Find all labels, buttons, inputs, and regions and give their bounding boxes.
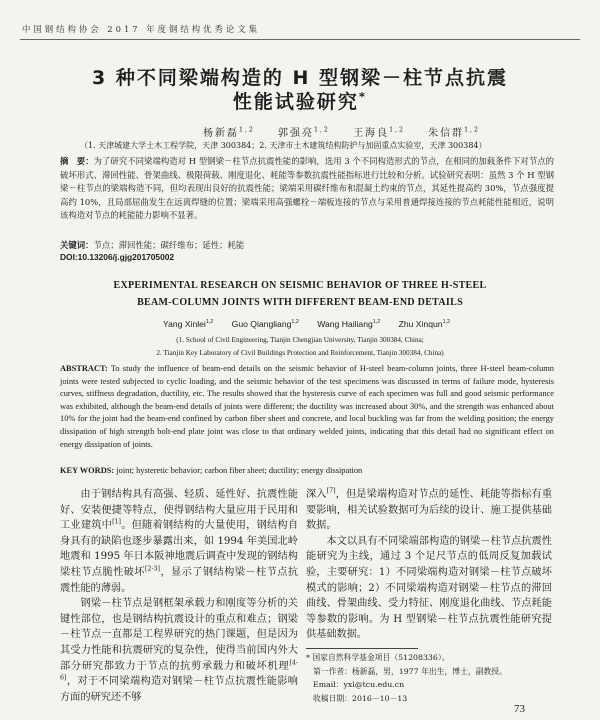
author-name: Guo Qiangliang bbox=[231, 319, 292, 329]
title-line-1: 3 种不同梁端构造的 H 型钢梁－柱节点抗震 bbox=[92, 67, 508, 89]
author-name: 朱信群 bbox=[428, 128, 465, 139]
affiliation-en-line: 2. Tianjin Key Laboratory of Civil Buildings Protection and Reinforcement, Tianjin 300384, China) bbox=[156, 348, 444, 357]
author bbox=[232, 319, 299, 329]
author bbox=[353, 128, 405, 139]
body-paragraph: 深入[7]，但是梁端构造对节点的延性、耗能等指标有重要影响，相关试验数据可为后续的设计、施工提供基础数据。 bbox=[306, 487, 552, 532]
author-affiliation-mark: 1,2 bbox=[389, 126, 405, 134]
affiliation-en bbox=[0, 334, 600, 359]
author-name: Wang Hailiang bbox=[317, 319, 373, 329]
abstract-en-text: To study the influence of beam-end details on the seismic behavior of H-steel beam-column joints, three H-steel beam-column joints were tested subjected to cyclic loading, and the seismic behavior of the test specimens was discussed in terms of failure mode, hysteresis curves, stiffness degradation, ductility, etc. The results showed that the hysteresis curve of each specimen was full and good seismic performance was exhibited, although the beam-end details of joints were different; the ductility was increased about 30%, and the strength was enhanced about 10% for the joint had the beam-end confined by carbon fiber sheet and concrete, and local buckling was far from the welding position; the energy dissipation of high strength bolt-end plate joint was close to that ordinary welded joints, indicating that this detail had no significant effect on energy dissipation of joints. bbox=[60, 364, 554, 449]
body-paragraph: 本文以具有不同梁端部构造的钢梁－柱节点抗震性能研究为主线，通过 3 个足尺节点的低周反复加载试验，主要研究：1）不同梁端构造对钢梁－柱节点破坏模式的影响；2）不同梁端构造对钢梁－柱节点的滞回曲线、骨架曲线、受力特征、刚度退化曲线、节点耗能等参数的影响。为 H 型钢梁－柱节点抗震性能研究提供基础数据。 bbox=[306, 535, 552, 641]
author-name: 杨新磊 bbox=[203, 128, 239, 139]
doi: DOI:10.13206/j.gjg201705002 bbox=[60, 252, 175, 262]
citation-ref: [4-6] bbox=[60, 659, 298, 682]
author bbox=[317, 319, 380, 329]
author-affiliation-mark: 1,2 bbox=[464, 126, 480, 134]
affiliation-cn: （1. 天津城建大学土木工程学院，天津 300384；2. 天津市土木建筑结构防护与加固重点实验室，天津 300384） bbox=[80, 141, 487, 150]
paper-title-cn bbox=[0, 66, 600, 114]
author-affiliation-mark: 1,2 bbox=[239, 126, 255, 134]
citation-ref: [2-3] bbox=[144, 565, 161, 573]
body-paragraph: 钢梁－柱节点是钢框架承载力和刚度等分析的关键性部位，也是钢结构抗震设计的重点和难点；钢梁－柱节点一直都是工程界研究的热门课题，但是因为其受力性能和抗震研究的复杂性，使得当前国内外大部分研究都致力于节点的抗剪承载力和破坏机理[4-6]，对于不同梁端构造对钢梁－柱节点抗震性能影响方面的研究还不够 bbox=[60, 598, 298, 703]
author bbox=[278, 128, 330, 139]
footnote-funding: * 国家自然科学基金项目（51208336）。 bbox=[306, 653, 450, 662]
body-column-left bbox=[60, 487, 298, 713]
body-paragraph: 由于钢结构具有高强、轻质、延性好、抗震性能好、安装便捷等特点，使得钢结构大量应用于民用和工业建筑中[1]。但随着钢结构的大量使用，钢结构自身具有的缺陷也逐步暴露出来，如 1994 年美国北岭地震和 1995 年日本阪神地震后调查中发现的钢结构梁柱节点脆性破坏[2-3]，显示了钢结构梁－柱节点抗震性能的薄弱。 bbox=[60, 489, 298, 594]
running-header: 中国钢结构协会 2017 年度钢结构优秀论文集 bbox=[22, 24, 261, 34]
page-number: 73 bbox=[514, 703, 525, 715]
author bbox=[203, 128, 255, 139]
title-en-line-1: EXPERIMENTAL RESEARCH ON SEISMIC BEHAVIOR OF THREE H-STEEL bbox=[113, 280, 487, 291]
keywords-en-label: KEY WORDS: bbox=[60, 466, 115, 475]
author-affiliation-mark: 1,2 bbox=[314, 126, 330, 134]
citation-ref: [1] bbox=[112, 518, 122, 526]
author-list-cn bbox=[203, 124, 498, 139]
header-rule bbox=[20, 39, 580, 40]
author-name: 王海良 bbox=[353, 128, 390, 139]
keywords-en-text: joint; hysteretic behavior; carbon fiber sheet; ductility; energy dissipation bbox=[116, 466, 363, 475]
author-affiliation-mark: 1,2 bbox=[442, 319, 450, 326]
footnote-received-date: 收稿日期：2016－10－13 bbox=[313, 693, 408, 703]
body-column-right bbox=[306, 487, 552, 645]
author-list-en bbox=[163, 319, 466, 329]
author-name: Zhu Xinqun bbox=[398, 319, 443, 329]
footnotes bbox=[306, 651, 552, 705]
title-footnote-mark: * bbox=[358, 89, 368, 104]
keywords-en bbox=[60, 466, 554, 475]
abstract-en-label: ABSTRACT: bbox=[60, 364, 108, 373]
keywords-cn-label: 关键词： bbox=[60, 240, 94, 250]
title-line-2 bbox=[0, 90, 600, 114]
paper-title-en bbox=[0, 277, 600, 311]
author bbox=[163, 319, 213, 329]
abstract-cn-label: 摘 要： bbox=[60, 156, 94, 166]
author bbox=[428, 128, 480, 139]
affiliation-en-line: (1. School of Civil Engineering, Tianjin Chengjian University, Tianjin 300384, China; bbox=[176, 336, 424, 344]
keywords-cn-text: 节点；滞回性能；碳纤维布；延性；耗能 bbox=[93, 240, 245, 250]
abstract-en bbox=[60, 363, 554, 451]
author-name: Yang Xinlei bbox=[163, 319, 206, 329]
footnote-email: Email：yxl@tcu.edu.cn bbox=[313, 680, 405, 689]
footnote-rule bbox=[306, 648, 418, 649]
author-name: 郭强亮 bbox=[278, 128, 315, 139]
keywords-cn bbox=[60, 239, 554, 251]
author-affiliation-mark: 1,2 bbox=[372, 319, 381, 326]
author-affiliation-mark: 1,2 bbox=[291, 319, 299, 326]
author-affiliation-mark: 1,2 bbox=[205, 319, 214, 326]
title-en-line-2: BEAM-COLUMN JOINTS WITH DIFFERENT BEAM-END DETAILS bbox=[137, 297, 463, 308]
author bbox=[399, 319, 450, 329]
abstract-cn-text: 为了研究不同梁端构造对 H 型钢梁－柱节点抗震性能的影响，选用 3 个不同构造形式的节点，在相同的加载条件下对节点的破坏形式、滞回性能、骨架曲线、极限荷载、刚度退化、耗能等参数抗震性能指标进行比较和分析。试验研究表明：虽然 3 个 H 型钢梁－柱节点的梁端构造不同，但均表现出良好的抗震性能；梁端采用碳纤维布和混凝土约束的节点，其延性提高约 30%，节点强度提高约 10%，且局部屈曲发生在远离焊缝的位置；梁端采用高强螺栓－端板连接的节点与采用普通焊接连接的节点耗能性能相近，说明该构造对节点的耗能能力影响不显著。 bbox=[60, 156, 555, 221]
citation-ref: [7] bbox=[326, 487, 336, 495]
title-line-2-text: 性能试验研究 bbox=[232, 91, 359, 113]
abstract-cn bbox=[60, 155, 554, 223]
footnote-first-author: 第一作者：杨新磊，男，1977 年出生，博士，副教授。 bbox=[313, 666, 507, 676]
